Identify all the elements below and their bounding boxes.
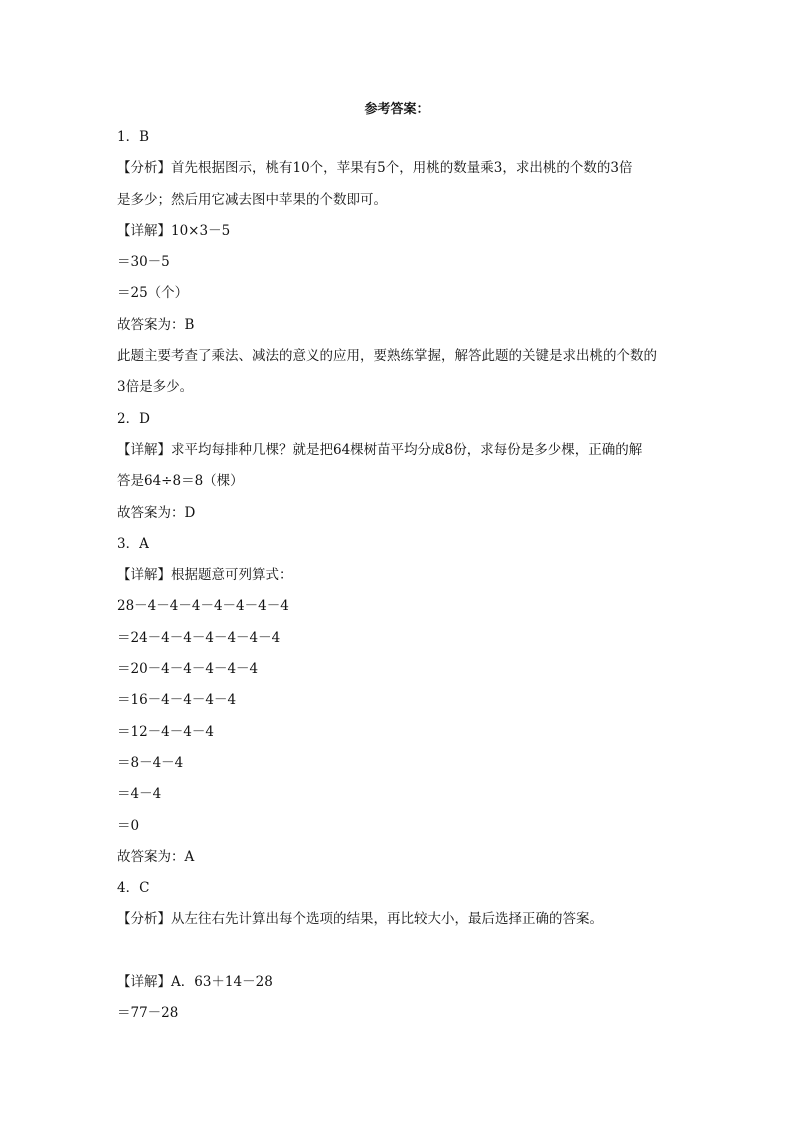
analysis-line: 【分析】从左往右先计算出每个选项的结果，再比较大小，最后选择正确的答案。 — [117, 911, 603, 928]
detail-line: 【详解】根据题意可列算式： — [117, 567, 293, 584]
answer-line: 故答案为：D — [117, 504, 196, 521]
answer-4-heading: 4．C — [117, 880, 150, 897]
calc-step: ＝30－5 — [117, 254, 170, 271]
answer-key-title: 参考答案： — [364, 102, 430, 117]
answer-body — [117, 122, 677, 1030]
analysis-line: 【分析】首先根据图示，桃有10个，苹果有5个，用桃的数量乘3，求出桃的个数的3倍 — [117, 160, 633, 177]
detail-line: 【详解】A．63＋14－28 — [117, 974, 273, 991]
calc-step: ＝12－4－4－4 — [117, 723, 214, 740]
blank-line — [117, 936, 677, 967]
calc-step: ＝20－4－4－4－4－4 — [117, 661, 259, 678]
answer-1-heading: 1．B — [117, 129, 150, 145]
calc-step: ＝0 — [117, 817, 140, 834]
calc-step: 28－4－4－4－4－4－4－4 — [117, 598, 289, 615]
comment-line-cont: 3倍是多少。 — [117, 379, 194, 396]
analysis-line-cont: 是多少；然后用它减去图中苹果的个数即可。 — [117, 191, 387, 208]
comment-line: 此题主要考查了乘法、减法的意义的应用，要熟练掌握，解答此题的关键是求出桃的个数的 — [117, 348, 657, 365]
detail-line: 【详解】求平均每排种几棵？就是把64棵树苗平均分成8份，求每份是多少棵，正确的解 — [117, 441, 643, 458]
answer-line: 故答案为：A — [117, 848, 195, 865]
answer-3-heading: 3．A — [117, 535, 149, 552]
answer-2-heading: 2．D — [117, 410, 150, 427]
calc-step: ＝4－4 — [117, 786, 162, 803]
calc-step: ＝8－4－4 — [117, 754, 184, 771]
detail-line: 【详解】10×3－5 — [117, 222, 231, 239]
calc-step: ＝16－4－4－4－4 — [117, 692, 237, 709]
calc-step: ＝77－28 — [117, 1005, 179, 1022]
detail-line-cont: 答是64÷8＝8（棵） — [117, 473, 244, 490]
calc-step: ＝25（个） — [117, 285, 189, 302]
calc-step: ＝24－4－4－4－4－4－4 — [117, 629, 281, 646]
answer-line: 故答案为：B — [117, 316, 195, 333]
